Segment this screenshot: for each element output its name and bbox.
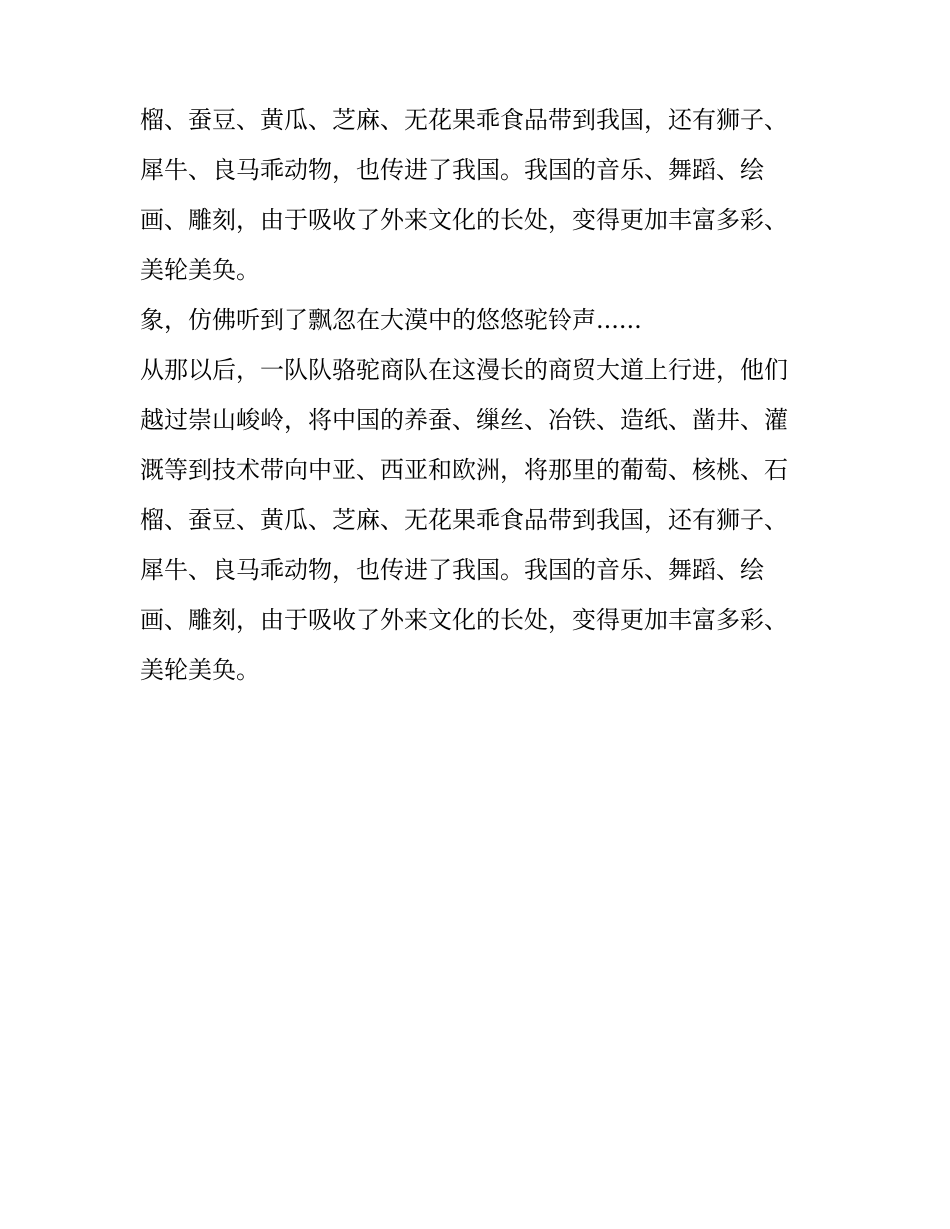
text-line: 榴、蚕豆、黄瓜、芝麻、无花果乖食品带到我国，还有狮子、 bbox=[140, 106, 788, 134]
text-line: 犀牛、良马乖动物，也传进了我国。我国的音乐、舞蹈、绘 bbox=[140, 556, 764, 584]
text-line: 溉等到技术带向中亚、西亚和欧洲，将那里的葡萄、核桃、石 bbox=[140, 456, 788, 484]
text-line: 画、雕刻，由于吸收了外来文化的长处，变得更加丰富多彩、 bbox=[140, 606, 788, 634]
text-line: 美轮美奂。 bbox=[140, 256, 260, 284]
text-line: 犀牛、良马乖动物，也传进了我国。我国的音乐、舞蹈、绘 bbox=[140, 156, 764, 184]
text-line: 美轮美奂。 bbox=[140, 656, 260, 684]
text-line: 榴、蚕豆、黄瓜、芝麻、无花果乖食品带到我国，还有狮子、 bbox=[140, 506, 788, 534]
text-line: 象，仿佛听到了飘忽在大漠中的悠悠驼铃声...... bbox=[140, 306, 642, 334]
text-line: 从那以后，一队队骆驼商队在这漫长的商贸大道上行进，他们 bbox=[140, 356, 788, 384]
text-line: 画、雕刻，由于吸收了外来文化的长处，变得更加丰富多彩、 bbox=[140, 206, 788, 234]
document-body bbox=[140, 108, 820, 682]
text-line: 越过崇山峻岭，将中国的养蚕、缫丝、冶铁、造纸、凿井、灌 bbox=[140, 406, 788, 434]
